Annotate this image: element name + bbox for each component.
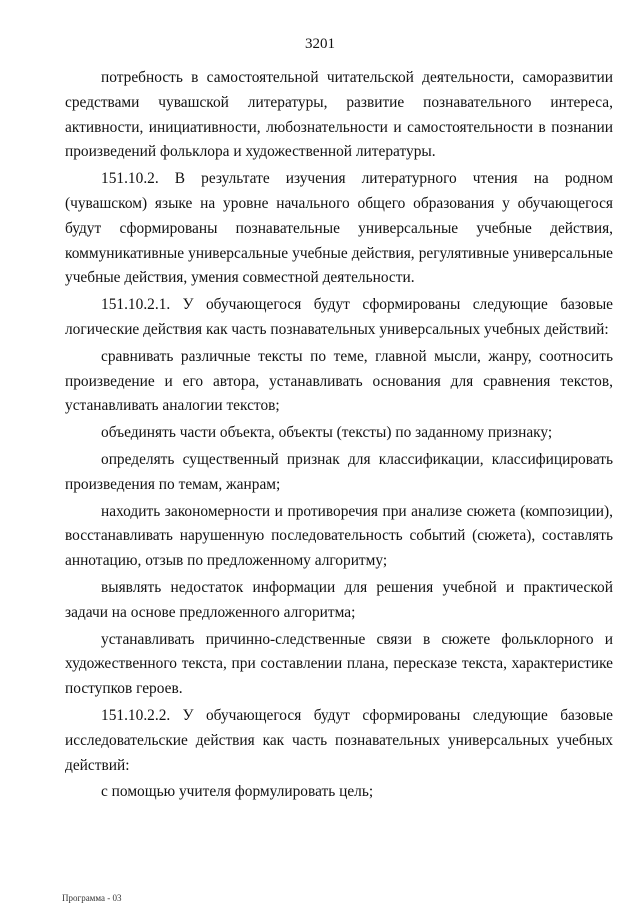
paragraph-8: выявлять недостаток информации для решения учебной и практической задачи на основе предложенного алгоритма;: [65, 578, 613, 621]
paragraph-4: сравнивать различные тексты по теме, главной мысли, жанру, соотносить произведение и его автора, устанавливать основания для сравнения текстов, устанавливать аналогии текстов;: [65, 347, 613, 415]
document-body: [65, 66, 613, 807]
page-number: 3201: [305, 36, 335, 52]
paragraph-9: устанавливать причинно-следственные связи в сюжете фольклорного и художественного текста, при составлении плана, пересказе текста, характеристике поступков героев.: [65, 630, 613, 698]
paragraph-10: 151.10.2.2. У обучающегося будут сформированы следующие базовые исследовательские действия как часть познавательных универсальных учебных действий:: [65, 706, 613, 774]
paragraph-3: 151.10.2.1. У обучающегося будут сформированы следующие базовые логические действия как часть познавательных универсальных учебных действий:: [65, 296, 613, 338]
paragraph-11: с помощью учителя формулировать цель;: [101, 783, 374, 801]
paragraph-6: определять существенный признак для классификации, классифицировать произведения по темам, жанрам;: [65, 450, 613, 493]
paragraph-7: находить закономерности и противоречия при анализе сюжета (композиции), восстанавливать нарушенную последовательность событий (сюжета), составлять аннотацию, отзыв по предложенному алгоритму;: [65, 502, 613, 570]
paragraph-5: объединять части объекта, объекты (тексты) по заданному признаку;: [101, 424, 553, 442]
paragraph-1: потребность в самостоятельной читательской деятельности, саморазвитии средствами чувашской литературы, развитие познавательного интереса, активности, инициативности, любознательности и самостоятельности в познании произведений фольклора и художественной литературы.: [65, 69, 613, 161]
paragraph-2: 151.10.2. В результате изучения литературного чтения на родном (чувашском) языке на уровне начального общего образования у обучающегося будут сформированы познавательные универсальные учебные действия, коммуникативные универсальные учебные действия, регулятивные универсальные учебные действия, умения совместной деятельности.: [65, 170, 613, 287]
footer-label: Программа - 03: [62, 893, 122, 903]
